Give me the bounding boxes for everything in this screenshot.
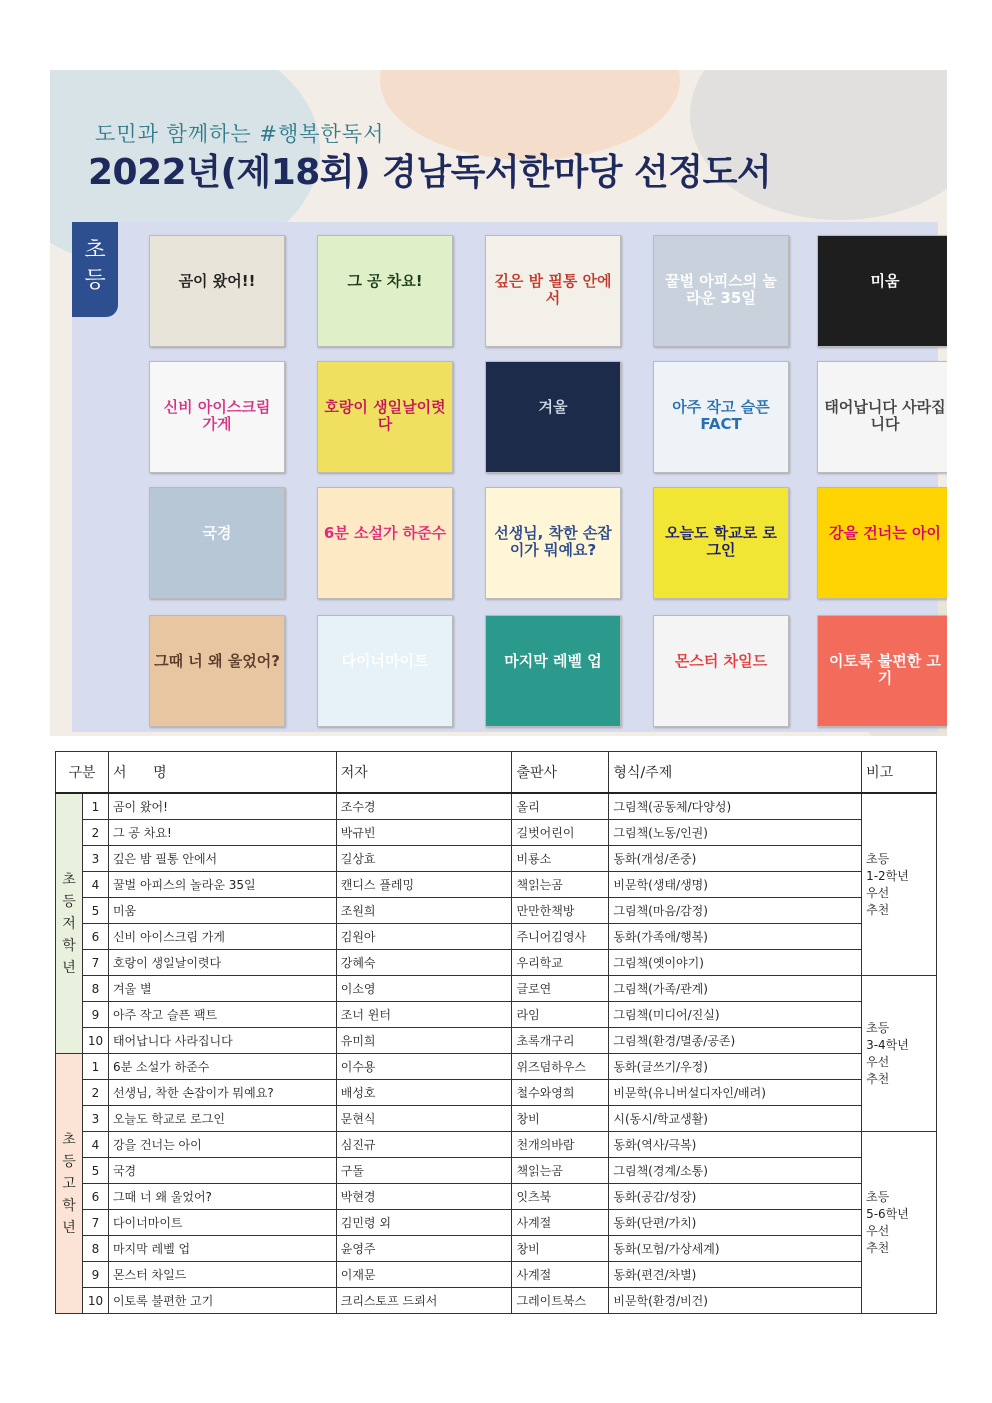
row-number: 8 [82,1236,108,1262]
book-author: 배성호 [336,1080,512,1106]
row-number: 5 [82,1158,108,1184]
book-form: 비문학(환경/비건) [609,1288,862,1314]
book-form: 동화(공감/성장) [609,1184,862,1210]
book-publisher: 사계절 [512,1262,609,1288]
row-number: 2 [82,1080,108,1106]
book-cover [653,487,789,599]
book-cover [149,615,285,727]
book-title: 마지막 레벨 업 [108,1236,336,1262]
book-publisher: 비룡소 [512,846,609,872]
row-number: 7 [82,1210,108,1236]
row-number: 4 [82,872,108,898]
table-row [56,1106,937,1132]
row-number: 2 [82,820,108,846]
book-title: 선생님, 착한 손잡이가 뭐예요? [108,1080,336,1106]
level-tag [72,222,118,317]
book-cover [653,361,789,473]
book-title: 6분 소설가 하준수 [108,1054,336,1080]
table-row [56,898,937,924]
book-cover-title: 국경 [202,524,232,543]
book-publisher: 책읽는곰 [512,1158,609,1184]
book-cover [317,487,453,599]
book-form: 동화(역사/극복) [609,1132,862,1158]
book-author: 구돌 [336,1158,512,1184]
row-number: 7 [82,950,108,976]
book-title: 아주 작고 슬픈 팩트 [108,1002,336,1028]
table-row [56,1028,937,1054]
book-form: 그림책(노동/인권) [609,820,862,846]
table-row [56,950,937,976]
table-row [56,1262,937,1288]
book-author: 조원희 [336,898,512,924]
book-title: 미움 [108,898,336,924]
book-cover-title: 6분 소설가 하준수 [323,524,447,543]
book-author: 박현경 [336,1184,512,1210]
group-label: 초 등 고 학 년 [56,1054,83,1314]
book-title: 오늘도 학교로 로그인 [108,1106,336,1132]
row-number: 8 [82,976,108,1002]
book-title: 국경 [108,1158,336,1184]
book-publisher: 주니어김영사 [512,924,609,950]
group-label: 초 등 저 학 년 [56,793,83,1054]
book-publisher: 창비 [512,1106,609,1132]
book-cover-title: 다이너마이트 [341,652,429,671]
col-header-category: 구분 [56,752,109,794]
row-number: 3 [82,1106,108,1132]
book-publisher: 길벗어린이 [512,820,609,846]
book-form: 동화(글쓰기/우정) [609,1054,862,1080]
book-author: 캔디스 플레밍 [336,872,512,898]
book-form: 동화(개성/존중) [609,846,862,872]
book-form: 동화(가족애/행복) [609,924,862,950]
row-number: 10 [82,1028,108,1054]
book-cover [485,235,621,347]
book-author: 강혜숙 [336,950,512,976]
book-title: 신비 아이스크림 가게 [108,924,336,950]
book-cover [317,235,453,347]
table-row [56,1158,937,1184]
row-number: 4 [82,1132,108,1158]
book-cover [817,235,947,347]
book-form: 동화(편견/차별) [609,1262,862,1288]
book-cover [485,487,621,599]
recommendation-note: 초등 5-6학년 우선 추천 [862,1132,937,1314]
book-form: 비문학(생태/생명) [609,872,862,898]
book-cover [485,361,621,473]
book-title: 몬스터 차일드 [108,1262,336,1288]
book-cover [317,615,453,727]
book-publisher: 우리학교 [512,950,609,976]
book-cover-panel [72,222,946,732]
book-publisher: 만만한책방 [512,898,609,924]
book-form: 그림책(마음/감정) [609,898,862,924]
row-number: 3 [82,846,108,872]
table-header-row [56,752,937,794]
col-header-author: 저자 [336,752,512,794]
book-author: 김원아 [336,924,512,950]
row-number: 6 [82,924,108,950]
book-author: 이재문 [336,1262,512,1288]
table-row [56,1184,937,1210]
book-cover-title: 미움 [870,272,900,291]
table-row [56,976,937,1002]
book-cover-title: 아주 작고 슬픈 FACT [672,398,770,434]
row-number: 5 [82,898,108,924]
book-title: 곰이 왔어! [108,793,336,820]
book-cover [817,487,947,599]
book-cover-title: 그때 너 왜 울었어? [154,652,280,671]
table-row [56,846,937,872]
banner-subtitle: 도민과 함께하는 #행복한독서 [95,122,385,146]
table-row [56,1002,937,1028]
row-number: 10 [82,1288,108,1314]
book-cover-title: 선생님, 착한 손잡이가 뭐예요? [494,524,612,560]
book-list-table [55,751,937,1314]
row-number: 6 [82,1184,108,1210]
book-title: 꿀벌 아피스의 놀라운 35일 [108,872,336,898]
book-author: 길상효 [336,846,512,872]
book-cover-title: 몬스터 차일드 [674,652,768,671]
book-publisher: 글로연 [512,976,609,1002]
book-cover [485,615,621,727]
book-cover-title: 신비 아이스크림 가게 [163,398,271,434]
book-cover-title: 겨울 [538,398,568,417]
book-author: 심진규 [336,1132,512,1158]
book-cover-title: 꿀벌 아피스의 놀라운 35일 [665,272,777,308]
row-number: 1 [82,1054,108,1080]
book-publisher: 잇츠북 [512,1184,609,1210]
book-cover [149,487,285,599]
banner-title: 2022년(제18회) 경남독서한마당 선정도서 [88,152,772,193]
book-form: 그림책(경계/소통) [609,1158,862,1184]
book-author: 조너 윈터 [336,1002,512,1028]
book-publisher: 책읽는곰 [512,872,609,898]
book-title: 태어납니다 사라집니다 [108,1028,336,1054]
col-header-note: 비고 [862,752,937,794]
book-cover-title: 강을 건너는 아이 [829,524,941,543]
book-cover [149,235,285,347]
col-header-form: 형식/주제 [609,752,862,794]
book-publisher: 창비 [512,1236,609,1262]
table-row [56,1236,937,1262]
book-publisher: 라임 [512,1002,609,1028]
table-row [56,793,937,820]
table-row [56,1080,937,1106]
book-cover [817,615,947,727]
book-form: 동화(단편/가치) [609,1210,862,1236]
book-form: 비문학(유니버설디자인/배려) [609,1080,862,1106]
book-form: 그림책(가족/관계) [609,976,862,1002]
book-title: 깊은 밤 필통 안에서 [108,846,336,872]
book-publisher: 초록개구리 [512,1028,609,1054]
book-publisher: 사계절 [512,1210,609,1236]
book-author: 윤영주 [336,1236,512,1262]
book-form: 그림책(환경/멸종/공존) [609,1028,862,1054]
book-title: 다이너마이트 [108,1210,336,1236]
book-cover [149,361,285,473]
table-row [56,1210,937,1236]
book-form: 시(동시/학교생활) [609,1106,862,1132]
book-cover-title: 오늘도 학교로 로그인 [665,524,777,560]
table-row [56,1288,937,1314]
book-form: 그림책(미디어/진실) [609,1002,862,1028]
table-row [56,924,937,950]
book-cover-title: 마지막 레벨 업 [504,652,602,671]
book-author: 유미희 [336,1028,512,1054]
table-body [56,793,937,1314]
book-publisher: 그레이트북스 [512,1288,609,1314]
book-title: 겨울 별 [108,976,336,1002]
book-author: 문현식 [336,1106,512,1132]
book-publisher: 위즈덤하우스 [512,1054,609,1080]
book-cover [817,361,947,473]
recommendation-note: 초등 1-2학년 우선 추천 [862,793,937,976]
table-row [56,1054,937,1080]
book-author: 박규빈 [336,820,512,846]
book-form: 그림책(공동체/다양성) [609,793,862,820]
book-title: 그 공 차요! [108,820,336,846]
book-cover-title: 태어납니다 사라집니다 [824,398,946,434]
book-form: 그림책(옛이야기) [609,950,862,976]
col-header-publisher: 출판사 [512,752,609,794]
book-author: 이소영 [336,976,512,1002]
recommendation-note: 초등 3-4학년 우선 추천 [862,976,937,1132]
row-number: 1 [82,793,108,820]
book-cover-title: 곰이 왔어!! [178,272,256,291]
book-cover-title: 그 공 차요! [347,272,423,291]
row-number: 9 [82,1262,108,1288]
book-title: 그때 너 왜 울었어? [108,1184,336,1210]
row-number: 9 [82,1002,108,1028]
book-cover [653,235,789,347]
book-title: 호랑이 생일날이렷다 [108,950,336,976]
book-title: 강을 건너는 아이 [108,1132,336,1158]
book-author: 크리스토프 드뢰서 [336,1288,512,1314]
table-row [56,820,937,846]
banner [50,70,947,736]
book-publisher: 올리 [512,793,609,820]
level-tag-text: 초 등 [84,238,106,293]
book-cover-title: 호랑이 생일날이렷다 [324,398,446,434]
book-cover [317,361,453,473]
book-author: 조수경 [336,793,512,820]
book-author: 김민령 외 [336,1210,512,1236]
book-title: 이토록 불편한 고기 [108,1288,336,1314]
book-cover-title: 깊은 밤 필통 안에서 [494,272,612,308]
book-author: 이수용 [336,1054,512,1080]
table-row [56,1132,937,1158]
book-publisher: 천개의바람 [512,1132,609,1158]
book-form: 동화(모험/가상세계) [609,1236,862,1262]
col-header-title: 서 명 [108,752,336,794]
book-publisher: 철수와영희 [512,1080,609,1106]
book-cover [653,615,789,727]
table-row [56,872,937,898]
book-cover-title: 이토록 불편한 고기 [829,652,941,688]
